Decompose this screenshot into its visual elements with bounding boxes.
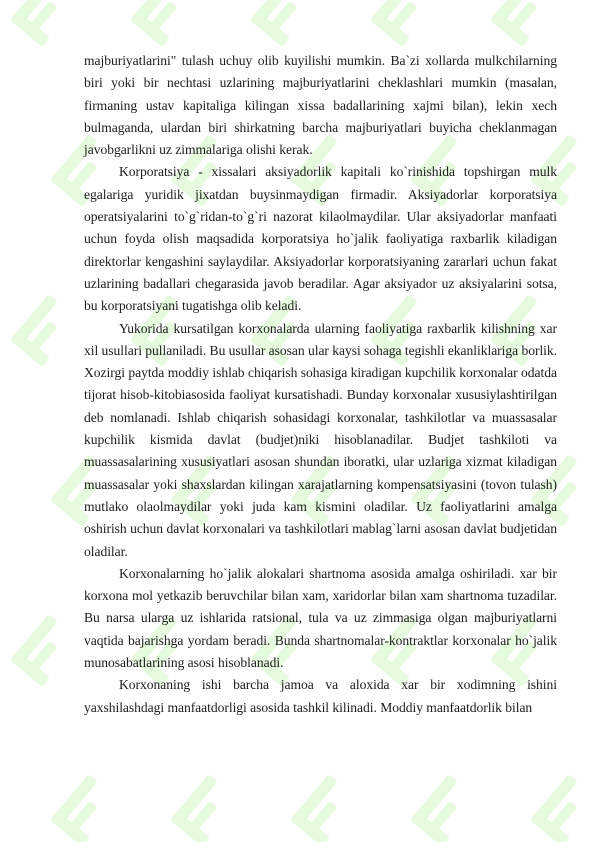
watermark-mark xyxy=(170,774,241,842)
watermark-mark xyxy=(250,0,321,47)
paragraph-korporatsiya: Korporatsiya - xissalari aksiyadorlik kapitali ko`rinishida topshirgan mulk egalariga yuridik jixatdan buysinmaydigan firmadir. Aksiyadorlar korporatsiya operatsiyalarini to`g`ridan-to`g`ri nazorat kilaolmaydilar. Ular aksiyadorlar manfaati uchun foyda olish maqsadida korporatsiya ho`jalik faoliyatiga raxbarlik kiladigan direktorlar kengashini saylaydilar. Aksiyadorlar korporatsiyaning zararlari uchun fakat uzlarining badallari chegarasida javob beradilar. Agar aksiyador uz aksiyalarini sotsa, bu korporatsiyani tugatishga olib keladi. xyxy=(84,164,557,314)
watermark-mark xyxy=(130,0,201,47)
watermark-mark xyxy=(410,774,481,842)
paragraph-manfaatdorlik: Korxonaning ishi barcha jamoa va aloxida xar bir xodimning ishini yaxshilashdagi manfaatdorligi asosida tashkil kilinadi. Moddiy manfaatdorlik bilan xyxy=(84,677,557,715)
paragraph-shartnoma: Korxonalarning ho`jalik alokalari shartnoma asosida amalga oshiriladi. xar bir korxona mol yetkazib beruvchilar bilan xam, xaridorlar bilan xam shartnoma tuzadilar. Bu narsa ularga uz ishlarida ratsional, tula va uz zimmasiga olgan majburiyatlarni vaqtida bajarishga yordam beradi. Bunda shartnomalar-kontraktlar korxonalar ho`jalik munosabatlarining asosi hisoblanadi. xyxy=(84,565,557,671)
watermark-mark xyxy=(50,774,121,842)
paragraph-usullar: Yukorida kursatilgan korxonalarda ularning faoliyatiga raxbarlik kilishning xar xil usullari pullaniladi. Bu usullar asosan ular kaysi sohaga tegishli ekanliklariga borlik. Xozirgi paytda moddiy ishlab chiqarish sohasiga kiradigan kupchilik korxonalar odatda tijorat hisob-kitobiasosida faoliyat kursatishadi. Bunday korxonalar xususiylashtirilgan deb nomlanadi. Ishlab chiqarish sohasidagi korxonalar, tashkilotlar va muassasalar kupchilik kismida davlat (budjet)niki hisoblanadilar. Budjet tashkiloti va muassasalarining xususiyatlari asosan shundan iboratki, ular uzlariga xizmat kiladigan muassasalar yoki shaxslardan kilingan xarajatlarning kompensatsiyasini (tovon tulash) mutlako olaolmaydilar yoki juda kam kismini oladilar. Uz faoliyatlarini amalga oshirish uchun davlat korxonalari va tashkilotlari mablag`larni asosan davlat budjetidan oladilar. xyxy=(84,320,557,559)
watermark-mark xyxy=(10,0,81,47)
body-text xyxy=(84,50,557,719)
watermark-mark xyxy=(10,614,81,687)
watermark-mark xyxy=(490,0,561,47)
paragraph-continuation: majburiyatlarini" tulash uchuy olib kuyilishi mumkin. Ba`zi xollarda mulkchilarning biri yoki bir nechtasi uzlarining majburiyatlarini cheklashlari mumkin (masalan, firmaning ustav kapitaliga kilingan xissa badallarining xajmi bilan), lekin xech bulmaganda, ulardan biri shirkatning barcha majburiyatlari buyicha cheklanmagan javobgarlikni uz zimmalariga olishi kerak. xyxy=(84,53,557,158)
watermark-mark xyxy=(290,774,361,842)
watermark-mark xyxy=(530,774,596,842)
watermark-mark xyxy=(10,294,81,367)
watermark-mark xyxy=(370,0,441,47)
